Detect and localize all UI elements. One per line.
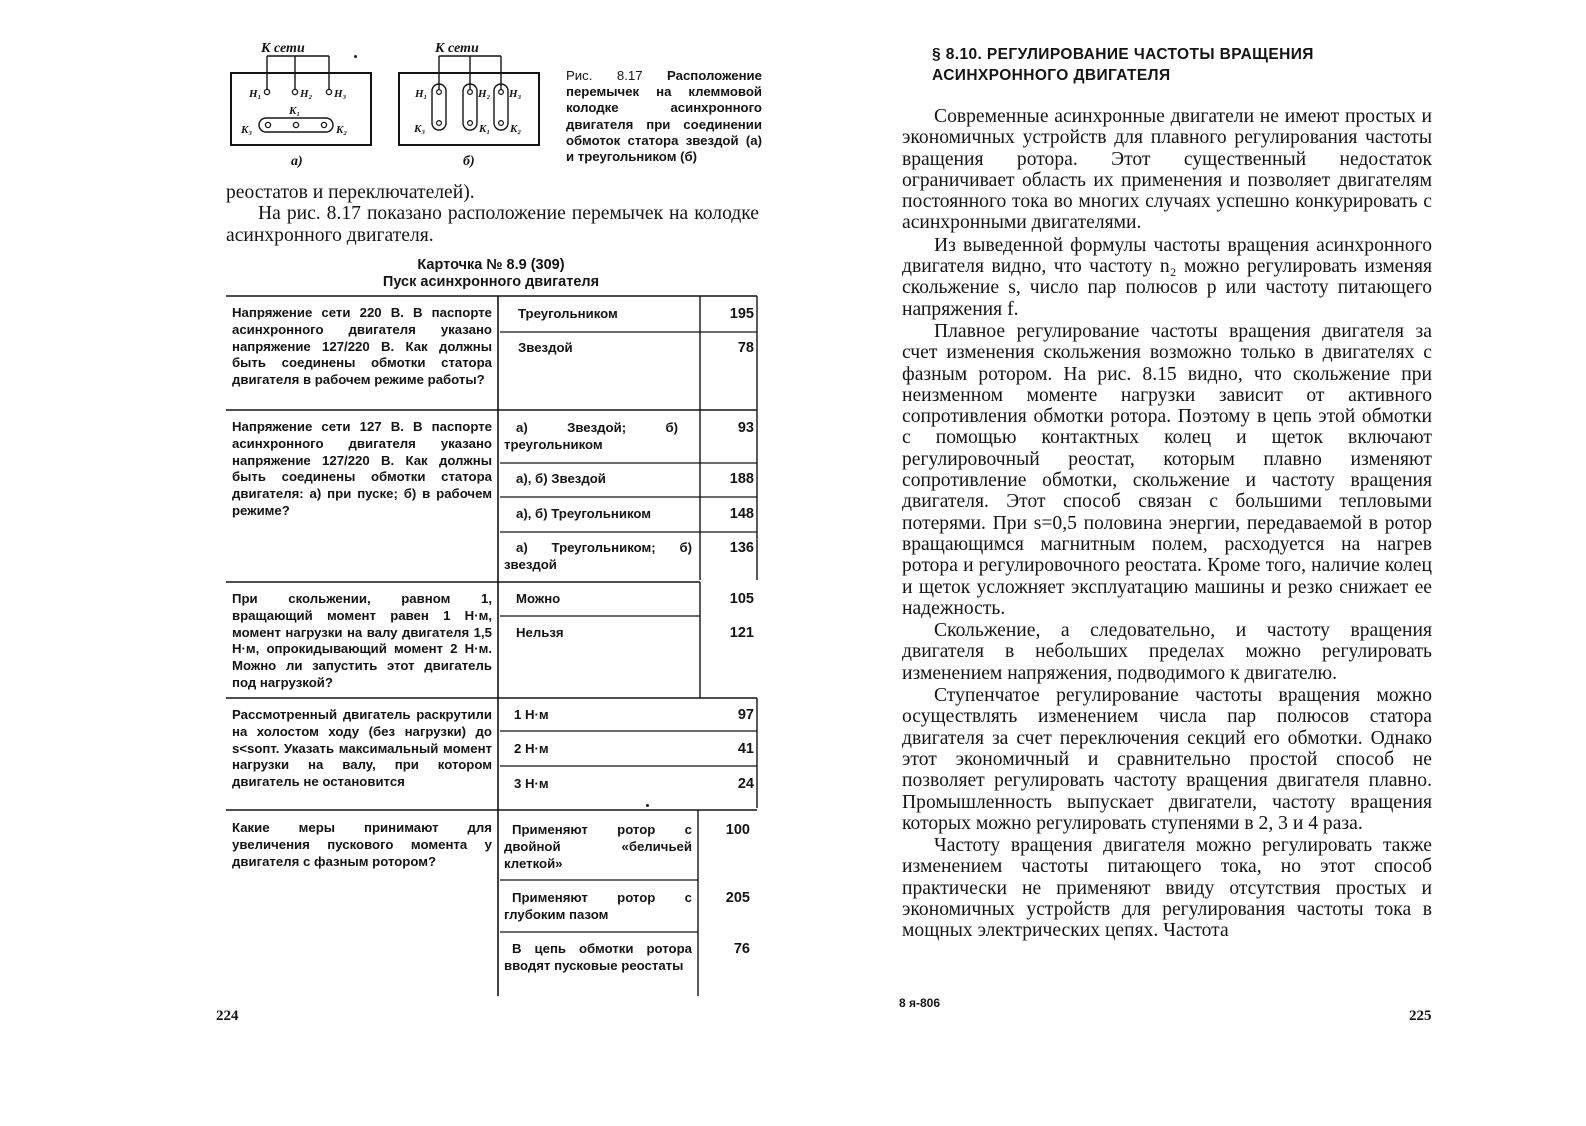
terminal-h2-b: H₂ [478,88,491,100]
card-code: 100 [725,822,750,838]
page-number-right: 225 [1409,1008,1432,1024]
card-code: 121 [729,625,754,641]
card-question-1: Напряжение сети 220 В. В паспорте асинхронного двигателя указано напряжение 127/220 В. Как должны быть соединены обмотки статора двигателя в рабочем режиме работы? [232,305,492,388]
section-heading-line-1: § 8.10. РЕГУЛИРОВАНИЕ ЧАСТОТЫ ВРАЩЕНИЯ [932,46,1314,63]
card-answer-188: а), б) Звездой [516,471,606,486]
card-code: 195 [729,306,754,322]
card-code: 41 [737,741,754,757]
card-subtitle: Пуск асинхронного двигателя [382,274,600,290]
page-number-left: 224 [216,1008,239,1024]
card-answer-41: 2 Н·м [514,741,549,756]
label-net-b: К сети [435,41,479,56]
sub-label-a: а) [291,154,303,169]
paragraph: Ступенчатое регулирование частоты вращения можно осуществлять изменением числа пар полюсов статора двигателя за счет переключения секций его обмотки. Однако этот экономичный и сравнительно простой способ не позволяет регулировать частоту вращения двигателя плавно. Промышленность выпускает двигатели, частоту вращения которых можно регулировать ступенями в 2, 3 и 4 раза. [902,685,1432,834]
card-answer-24: 3 Н·м [514,776,549,791]
paragraph: Частоту вращения двигателя можно регулировать также изменением частоты питающего тока, но этот способ практически не применяют ввиду отсутствия простых и экономичных устройств для регулирования частоты тока в мощных электрических цепях. Частота [902,835,1432,942]
paragraph: Из выведенной формулы частоты вращения асинхронного двигателя видно, что частоту n₂ можно регулировать изменяя скольжение s, число пар полюсов p или частоту питающего напряжения f. [902,234,1432,320]
paragraph: Современные асинхронные двигатели не имеют простых и экономичных устройств для плавного регулирования частоты вращения ротора. Этот существенный недостаток ограничивает область их применения и позволяет двигателям постоянного тока во многих случаях успешно конкурировать с асинхронными двигателями. [902,106,1432,234]
paragraph-tail: реостатов и переключателей). [226,182,475,203]
paragraph-fig-ref: На рис. 8.17 показано расположение перемычек на колодке асинхронного двигателя. [226,203,759,246]
card-question-2: Напряжение сети 127 В. В паспорте асинхронного двигателя указано напряжение 127/220 В. Как должны быть соединены обмотки статора двигателя: а) при пуске; б) в рабочем режиме? [232,419,492,518]
card-question-5: Какие меры принимают для увеличения пускового момента у двигателя с фазным ротором? [232,820,492,869]
label-net-a: К сети [261,41,305,56]
print-speck [354,55,357,58]
terminal-k3-b: K₃ [414,123,426,135]
card-code: 205 [725,890,750,906]
card-answer-97: 1 Н·м [514,707,549,722]
card-answer-136: а) Треугольником; б) звездой [504,540,692,572]
terminal-k1-a: K₁ [289,105,301,117]
card-answer-148: а), б) Треугольником [516,506,652,521]
card-code: 76 [733,941,750,957]
card-title: Карточка № 8.9 (309) [417,257,565,273]
card-code: 97 [737,707,754,723]
figure-caption-body: Расположение перемычек на клеммовой колодке асинхронного двигателя при соединении обмоток статора звездой (а) и треугольником (б) [566,68,762,165]
terminal-h1-b: H₁ [415,88,428,100]
print-speck [646,804,649,807]
section-heading-line-2: АСИНХРОННОГО ДВИГАТЕЛЯ [932,67,1171,84]
section-heading [932,44,1412,86]
card-answer-105: Можно [516,591,561,606]
card-code: 24 [737,776,754,792]
card-code: 148 [729,506,754,522]
card-question-4: Рассмотренный двигатель раскрутили на холостом ходу (без нагрузки) до s<sопт. Указать максимальный момент нагрузки на валу, при котором двигатель не остановится [232,707,492,790]
terminal-k3-a: K₃ [241,124,253,136]
card-answer-76: В цепь обмотки ротора вводят пусковые реостаты [504,941,692,973]
card-answer-100: Применяют ротор с двойной «беличьей клеткой» [504,822,692,871]
card-code: 136 [729,540,754,556]
card-answer-205: Применяют ротор с глубоким пазом [504,890,692,922]
terminal-k1-b: K₁ [479,123,491,135]
paragraph: Скольжение, а следовательно, и частоту вращения двигателя в небольших пределах можно регулировать изменением напряжения, подводимого к двигателю. [902,620,1432,684]
terminal-h3-b: H₃ [509,88,522,100]
printer-signature: 8 я-806 [899,996,941,1010]
terminal-k2-b: K₂ [510,123,522,135]
figure-caption-lead: Рис. 8.17 [566,68,643,83]
terminal-h1-a: H₁ [249,88,262,100]
card-question-3: При скольжении, равном 1, вращающий момент равен 1 Н·м, момент нагрузки на валу двигателя 1,5 Н·м, опрокидывающий момент 2 Н·м. Можно ли запустить этот двигатель под нагрузкой? [232,591,492,690]
terminal-h2-a: H₂ [300,88,313,100]
card-code: 78 [737,340,754,356]
card-answer-195: Треугольником [518,306,618,321]
paragraph: Плавное регулирование частоты вращения двигателя за счет изменения скольжения возможно только в двигателях с фазным ротором. На рис. 8.15 видно, что скольжение при неизменном моменте нагрузки зависит от активного сопротивления обмотки ротора. Поэтому в цепь этой обмотки с помощью контактных колец и щеток включают регулировочный реостат, которым плавно изменяют сопротивление обмотки, скольжение и частоту вращения двигателя. Этот способ связан с большими тепловыми потерями. При s=0,5 половина энергии, передаваемой в ротор вращающимся магнитным полем, расходуется на нагрев ротора и регулировочного реостата. Кроме того, наличие колец и щеток усложняет эксплуатацию машины и резко снижает ее надежность. [902,320,1432,619]
card-code: 105 [729,591,754,607]
card-answer-93: а) Звездой; б) треугольником [504,420,678,452]
terminal-k2-a: K₂ [336,124,348,136]
card-answer-121: Нельзя [516,625,564,640]
sub-label-b: б) [463,154,475,169]
terminal-h3-a: H₃ [334,88,347,100]
card-code: 93 [737,420,754,436]
card-answer-78: Звездой [518,340,573,355]
card-code: 188 [729,471,754,487]
right-body-text [902,106,1432,943]
